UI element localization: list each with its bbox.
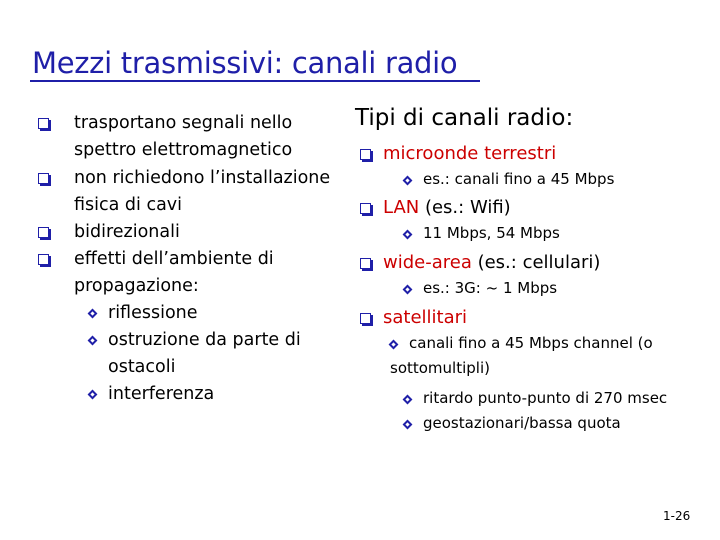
square-bullet-icon bbox=[38, 254, 49, 265]
right-item-wide-area bbox=[383, 254, 600, 272]
left-sub-bullet-1: riflessione bbox=[108, 303, 198, 323]
square-bullet-icon bbox=[38, 173, 49, 184]
right-item-satellite-detail-1-line-1: canali fino a 45 Mbps channel (o bbox=[409, 334, 653, 352]
diamond-bullet-icon bbox=[88, 309, 98, 319]
square-bullet-icon bbox=[38, 118, 49, 129]
diamond-bullet-icon bbox=[403, 420, 413, 430]
right-item-satellite-detail-2: ritardo punto-punto di 270 msec bbox=[423, 389, 668, 407]
square-bullet-icon bbox=[360, 149, 371, 160]
right-item-lan-detail: 11 Mbps, 54 Mbps bbox=[423, 224, 560, 242]
right-item-satellite: satellitari bbox=[383, 307, 468, 328]
left-sub-bullet-2-line-1: ostruzione da parte di bbox=[108, 330, 301, 350]
diamond-bullet-icon bbox=[88, 390, 98, 400]
diamond-bullet-icon bbox=[403, 395, 413, 405]
left-sub-bullet-3: interferenza bbox=[108, 384, 215, 404]
left-bullet-1-line-2: spettro elettromagnetico bbox=[74, 140, 293, 160]
left-bullet-4-line-1: effetti dell’ambiente di bbox=[74, 249, 274, 269]
lan-highlight: LAN bbox=[383, 197, 420, 218]
title-underline bbox=[30, 80, 480, 82]
left-bullet-2-line-2: fisica di cavi bbox=[74, 195, 183, 215]
right-item-satellite-detail-3: geostazionari/bassa quota bbox=[423, 414, 621, 432]
square-bullet-icon bbox=[360, 203, 371, 214]
right-item-lan bbox=[383, 199, 511, 217]
right-item-microwave: microonde terrestri bbox=[383, 143, 557, 164]
diamond-bullet-icon bbox=[403, 176, 413, 186]
diamond-bullet-icon bbox=[403, 285, 413, 295]
left-bullet-1-line-1: trasportano segnali nello bbox=[74, 113, 293, 133]
square-bullet-icon bbox=[360, 258, 371, 269]
wide-area-highlight: wide-area bbox=[383, 252, 472, 273]
left-bullet-3: bidirezionali bbox=[74, 222, 180, 242]
left-bullet-4-line-2: propagazione: bbox=[74, 276, 199, 296]
page-number: 1-26 bbox=[663, 509, 691, 523]
slide-title: Mezzi trasmissivi: canali radio bbox=[32, 46, 458, 80]
right-item-microwave-detail: es.: canali fino a 45 Mbps bbox=[423, 170, 615, 188]
left-bullet-2-line-1: non richiedono l’installazione bbox=[74, 168, 331, 188]
right-item-wide-area-detail: es.: 3G: ~ 1 Mbps bbox=[423, 279, 558, 297]
right-item-satellite-detail-1-line-2: sottomultipli) bbox=[390, 359, 490, 377]
diamond-bullet-icon bbox=[403, 230, 413, 240]
wide-area-rest: (es.: cellulari) bbox=[471, 252, 601, 273]
square-bullet-icon bbox=[38, 227, 49, 238]
lan-rest: (es.: Wifi) bbox=[419, 197, 511, 218]
left-sub-bullet-2-line-2: ostacoli bbox=[108, 357, 176, 377]
diamond-bullet-icon bbox=[88, 336, 98, 346]
square-bullet-icon bbox=[360, 313, 371, 324]
diamond-bullet-icon bbox=[389, 340, 399, 350]
right-heading: Tipi di canali radio: bbox=[355, 105, 574, 131]
